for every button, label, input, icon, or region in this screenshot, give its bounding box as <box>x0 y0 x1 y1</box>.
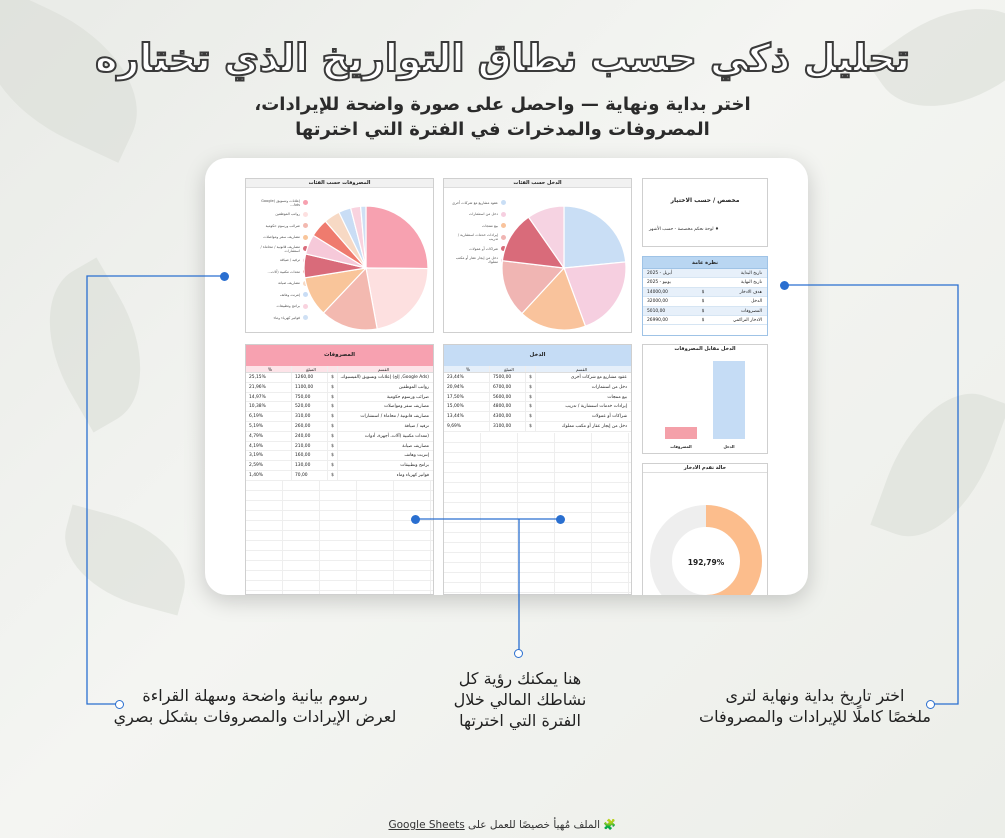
percent-cell: 2,59% <box>249 463 263 469</box>
table-row[interactable] <box>246 373 433 383</box>
income-table-header <box>444 366 631 373</box>
overview-row <box>643 278 767 287</box>
subtitle-line: اختر بداية ونهاية — واحصل على صورة واضحة للإيرادات، <box>254 94 751 115</box>
legend-label: شراكات أو عمولات <box>469 246 498 251</box>
category-cell: ترفيه / ضيافة <box>337 422 433 431</box>
callout-date-range <box>660 685 970 727</box>
percent-cell: 21,96% <box>249 384 266 390</box>
leaf-decoration <box>52 505 198 616</box>
pie-slice <box>366 206 428 269</box>
expense-pie-chart <box>246 188 434 333</box>
amount-cell: 750,00 <box>291 393 327 402</box>
gauge-value-label: 192,79% <box>687 558 725 567</box>
legend-label: رواتب الموظفين <box>275 212 300 217</box>
currency-cell: $ <box>327 432 337 441</box>
amount-cell: 160,00 <box>291 451 327 460</box>
overview-label: الادخار التراكمي <box>732 317 762 323</box>
marker-dot <box>220 272 229 281</box>
legend-label: معدات مكتبية (آلات... <box>267 269 300 274</box>
callout-line: هنا يمكنك رؤية كل <box>458 669 582 688</box>
google-sheets-link[interactable]: Google Sheets <box>388 819 465 831</box>
percent-cell: 3,19% <box>249 453 263 459</box>
currency-symbol <box>697 269 709 277</box>
table-row[interactable] <box>246 442 433 452</box>
column-header-amount: المبلغ <box>291 366 327 372</box>
legend-label: عقود مشاريع مع شركات أخرى <box>452 200 498 205</box>
overview-row <box>643 269 767 278</box>
page-subtitle <box>0 92 1005 142</box>
legend-label: إنترنت وهاتف <box>279 292 300 297</box>
category-cell: رواتب الموظفين <box>337 383 433 392</box>
currency-symbol: $ <box>701 289 705 295</box>
marker-dot <box>780 281 789 290</box>
column-header-currency <box>327 366 337 372</box>
callout-line: نشاطك المالي خلال <box>453 690 587 709</box>
legend-label: دخل من استثمارات <box>469 212 498 217</box>
percent-cell: 13,44% <box>447 414 464 420</box>
category-cell: مصاريف سفر ومواصلات <box>337 402 433 411</box>
overview-row <box>643 316 767 325</box>
amount-cell: 4300,00 <box>489 412 525 421</box>
table-row[interactable] <box>444 373 631 383</box>
category-cell: دخل من إيجار عقار أو مكتب مملوك <box>535 422 631 431</box>
amount-cell: 130,00 <box>291 461 327 470</box>
marker-dot <box>514 649 523 658</box>
expense-table-body <box>246 373 433 481</box>
percent-cell: 4,79% <box>249 433 263 439</box>
table-row[interactable] <box>246 393 433 403</box>
overview-label: الدخل <box>751 299 762 305</box>
subtitle-line: المصروفات والمدخرات في الفترة التي اخترتها <box>295 119 710 140</box>
expense-pie-title: المصروفات حسب الفئات <box>246 179 433 188</box>
percent-cell: 20,94% <box>447 384 464 390</box>
currency-cell: $ <box>327 442 337 451</box>
currency-cell: $ <box>327 383 337 392</box>
currency-cell: $ <box>327 461 337 470</box>
amount-cell: 3100,00 <box>489 422 525 431</box>
table-row[interactable] <box>246 412 433 422</box>
percent-cell: 5,19% <box>249 423 263 429</box>
category-cell: إيرادات خدمات استشارية / تدريب <box>535 402 631 411</box>
currency-cell: $ <box>525 373 535 382</box>
overview-row <box>643 307 767 316</box>
footer-text: 🧩 الملف مُهيأ خصيصًا للعمل على <box>468 819 617 831</box>
income-pie-panel <box>443 178 632 333</box>
currency-cell: $ <box>525 383 535 392</box>
percent-cell: 4,19% <box>249 443 263 449</box>
currency-cell: $ <box>525 422 535 431</box>
currency-cell: $ <box>327 393 337 402</box>
page-title: تحليل ذكي حسب نطاق التواريخ الذي تختاره <box>95 36 910 80</box>
category-cell: فواتير كهرباء وماء <box>337 471 433 480</box>
percent-cell: 25,15% <box>249 375 266 380</box>
income-bar-label: الدخل <box>723 444 735 449</box>
gauge-fill <box>706 516 751 595</box>
category-cell: مصاريف قانونية / محاماة / استشارات <box>337 412 433 421</box>
amount-cell: 70,00 <box>291 471 327 480</box>
currency-cell: $ <box>525 412 535 421</box>
overview-rows <box>643 269 767 325</box>
category-cell: (Google Ads, إلخ) إعلانات وتسويق (الفيسبوك، <box>337 373 433 382</box>
income-vs-expense-panel <box>642 344 768 454</box>
column-header-category: القسم <box>535 366 631 372</box>
overview-value[interactable]: 14000,00 <box>647 289 668 295</box>
expense-pie-panel <box>245 178 434 333</box>
amount-cell: 4800,00 <box>489 402 525 411</box>
custom-panel <box>642 178 768 247</box>
marker-dot <box>556 515 565 524</box>
amount-cell: 1260,00 <box>291 373 327 382</box>
income-table-title: الدخل <box>444 345 631 366</box>
table-row[interactable] <box>444 383 631 393</box>
category-cell: ضرائب ورسوم حكومية <box>337 393 433 402</box>
callout-line: لعرض الإيرادات والمصروفات بشكل بصري <box>113 707 397 726</box>
currency-cell: $ <box>327 451 337 460</box>
legend-label: مصاريف صيانة <box>278 281 300 286</box>
table-row[interactable] <box>246 461 433 471</box>
overview-label: تاريخ النهاية <box>741 280 762 286</box>
pie-slice <box>564 206 626 268</box>
table-row[interactable] <box>246 432 433 442</box>
category-cell: بيع منتجات <box>535 393 631 402</box>
tablet-screen <box>205 158 808 595</box>
table-row[interactable] <box>444 412 631 422</box>
sheet-grid <box>246 481 433 594</box>
leaf-decoration <box>19 258 172 433</box>
custom-title: مخصص / حسب الاختيار <box>670 197 740 204</box>
income-table-body <box>444 373 631 432</box>
overview-value[interactable]: أبريل - 2025 <box>647 271 672 276</box>
table-row[interactable] <box>444 393 631 403</box>
amount-cell: 1100,00 <box>291 383 327 392</box>
column-header-currency <box>525 366 535 372</box>
percent-cell: 14,97% <box>249 394 266 400</box>
overview-value[interactable]: 5010,00 <box>647 308 666 314</box>
legend-label: فواتير كهرباء وماء <box>273 315 300 320</box>
amount-cell: 7500,00 <box>489 373 525 382</box>
percent-cell: 23,44% <box>447 375 464 380</box>
column-header-pct: % <box>268 367 272 372</box>
currency-cell: $ <box>327 471 337 480</box>
currency-symbol: $ <box>701 299 705 305</box>
amount-cell: 310,00 <box>291 412 327 421</box>
overview-panel <box>642 256 768 336</box>
legend-label: ترفيه / ضيافة <box>279 258 300 263</box>
legend-label: مصاريف قانونية / محاماة / استشارات <box>260 244 300 253</box>
income-table <box>443 344 632 595</box>
category-cell: برامج وتطبيقات <box>337 461 433 470</box>
category-cell: إنترنت وهاتف <box>337 451 433 460</box>
callout-line: اختر تاريخ بداية ونهاية لترى <box>725 686 905 705</box>
callout-activity <box>420 668 620 731</box>
table-row[interactable] <box>246 471 433 481</box>
currency-symbol: $ <box>701 308 705 314</box>
currency-cell: $ <box>327 373 337 382</box>
column-header-category: القسم <box>337 366 433 372</box>
legend-label: ضرائب ورسوم حكومية <box>265 223 300 228</box>
category-cell: مصاريف صيانة <box>337 442 433 451</box>
column-header-pct: % <box>466 367 470 372</box>
currency-cell: $ <box>525 402 535 411</box>
custom-dashboard-link[interactable]: ♦ لوحة تحكم مخصصة - حسب الأشهر <box>649 227 719 232</box>
gauge-title: حالة تقدم الادخار <box>643 464 767 473</box>
income-bar <box>713 361 745 439</box>
category-cell: شراكات أو عمولات <box>535 412 631 421</box>
currency-symbol: $ <box>701 317 705 323</box>
callout-charts <box>80 685 430 727</box>
category-cell: (معدات مكتبية (آلات، أجهزة، أدوات <box>337 432 433 441</box>
legend-label: إعلانات وتسويق (Google Ads... <box>261 198 300 207</box>
callout-line: ملخصًا كاملًا للإيرادات والمصروفات <box>699 707 931 726</box>
sheet-grid <box>444 433 631 594</box>
bar-chart-title: الدخل مقابل المصروفات <box>643 345 767 354</box>
overview-title: نظرة عامة <box>643 257 767 269</box>
overview-value[interactable]: يونيو - 2025 <box>647 280 671 286</box>
callout-line: رسوم بيانية واضحة وسهلة القراءة <box>142 686 368 705</box>
legend-label: دخل من إيجار عقار أو مكتب مملوك <box>455 256 498 265</box>
table-row[interactable] <box>444 402 631 412</box>
callout-line: الفترة التي اخترتها <box>459 711 581 730</box>
savings-progress-panel <box>642 463 768 595</box>
table-row[interactable] <box>246 451 433 461</box>
percent-cell: 17,50% <box>447 394 464 400</box>
percent-cell: 9,69% <box>447 423 461 429</box>
category-cell: عقود مشاريع مع شركات أخرى <box>535 373 631 382</box>
overview-label: تاريخ البداية <box>740 271 762 276</box>
amount-cell: 260,00 <box>291 422 327 431</box>
legend-label: برامج وتطبيقات <box>276 304 300 309</box>
percent-cell: 1,40% <box>249 472 263 478</box>
table-row[interactable] <box>246 422 433 432</box>
leaf-decoration <box>870 374 1005 555</box>
column-header-amount: المبلغ <box>489 366 525 372</box>
category-cell: دخل من استثمارات <box>535 383 631 392</box>
table-row[interactable] <box>444 422 631 432</box>
amount-cell: 240,00 <box>291 432 327 441</box>
expense-table <box>245 344 434 595</box>
amount-cell: 5600,00 <box>489 393 525 402</box>
expense-table-title: المصروفات <box>246 345 433 366</box>
expense-table-header <box>246 366 433 373</box>
overview-value[interactable]: 26990,00 <box>647 317 668 323</box>
legend-label: مصاريف سفر ومواصلات <box>263 235 300 240</box>
expense-bar <box>665 427 697 439</box>
amount-cell: 210,00 <box>291 442 327 451</box>
overview-label: هدف الادخار <box>739 289 762 295</box>
legend-label: إيرادات خدمات استشارية / تدريب <box>457 233 498 242</box>
overview-value[interactable]: 32000,00 <box>647 299 668 305</box>
footer-note <box>0 818 1005 831</box>
marker-dot <box>411 515 420 524</box>
currency-cell: $ <box>327 422 337 431</box>
income-pie-chart <box>444 188 632 333</box>
percent-cell: 15,00% <box>447 404 464 410</box>
amount-cell: 6700,00 <box>489 383 525 392</box>
overview-label: المصروفات <box>740 308 762 314</box>
table-row[interactable] <box>246 383 433 393</box>
amount-cell: 520,00 <box>291 402 327 411</box>
table-row[interactable] <box>246 402 433 412</box>
overview-row <box>643 297 767 306</box>
currency-cell: $ <box>327 402 337 411</box>
overview-row <box>643 288 767 297</box>
legend-label: بيع منتجات <box>481 223 498 228</box>
currency-symbol <box>697 278 709 286</box>
savings-gauge <box>643 473 768 595</box>
percent-cell: 10,38% <box>249 404 266 410</box>
currency-cell: $ <box>525 393 535 402</box>
income-pie-title: الدخل حسب الفئات <box>444 179 631 188</box>
expense-bar-label: المصروفات <box>670 444 692 449</box>
percent-cell: 6,19% <box>249 414 263 420</box>
currency-cell: $ <box>327 412 337 421</box>
